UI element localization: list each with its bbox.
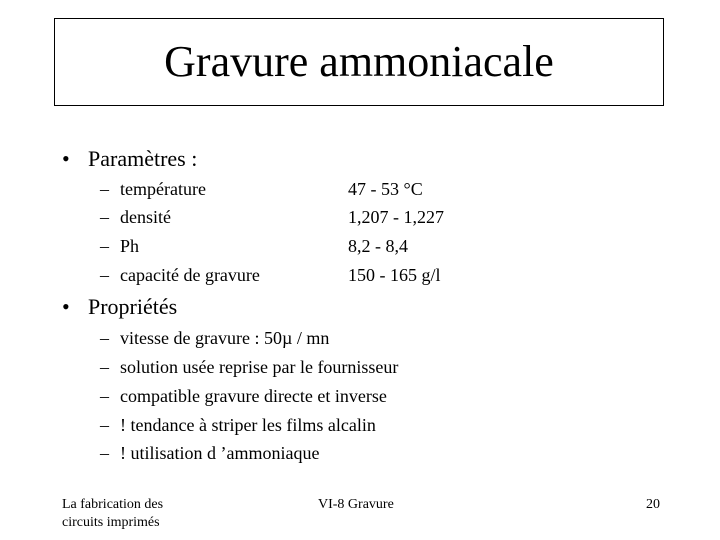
bullet-parametres — [62, 146, 197, 172]
property-text: solution usée reprise par le fournisseur — [120, 357, 399, 377]
title-box — [54, 18, 664, 106]
footer-left: La fabrication des circuits imprimés — [62, 497, 164, 530]
param-value: 1,207 - 1,227 — [348, 207, 444, 227]
param-label: capacité de gravure — [120, 265, 260, 285]
footer-center: VI-8 Gravure — [318, 497, 394, 512]
bullet-icon: • — [62, 294, 70, 319]
property-text: ! tendance à striper les films alcalin — [120, 415, 376, 435]
section-heading: Paramètres : — [88, 146, 198, 171]
param-value: 150 - 165 g/l — [348, 265, 441, 285]
param-value: 8,2 - 8,4 — [348, 236, 408, 256]
dash-icon: – — [100, 328, 109, 348]
page-number: 20 — [646, 497, 660, 512]
property-text: compatible gravure directe et inverse — [120, 386, 387, 406]
dash-icon: – — [100, 179, 109, 199]
dash-icon: – — [100, 386, 109, 406]
dash-icon: – — [100, 443, 109, 463]
dash-icon: – — [100, 415, 109, 435]
dash-icon: – — [100, 236, 109, 256]
param-label: température — [120, 179, 206, 199]
bullet-proprietes — [62, 294, 177, 320]
property-text: ! utilisation d ’ammoniaque — [120, 443, 320, 463]
dash-icon: – — [100, 357, 109, 377]
dash-icon: – — [100, 207, 109, 227]
param-label: Ph — [120, 236, 140, 256]
property-text: vitesse de gravure : 50µ / mn — [120, 328, 330, 348]
dash-icon: – — [100, 265, 109, 285]
section-heading: Propriétés — [88, 294, 178, 319]
slide-title: Gravure ammoniacale — [164, 37, 554, 86]
bullet-icon: • — [62, 146, 70, 171]
param-value: 47 - 53 °C — [348, 179, 423, 199]
param-label: densité — [120, 207, 171, 227]
